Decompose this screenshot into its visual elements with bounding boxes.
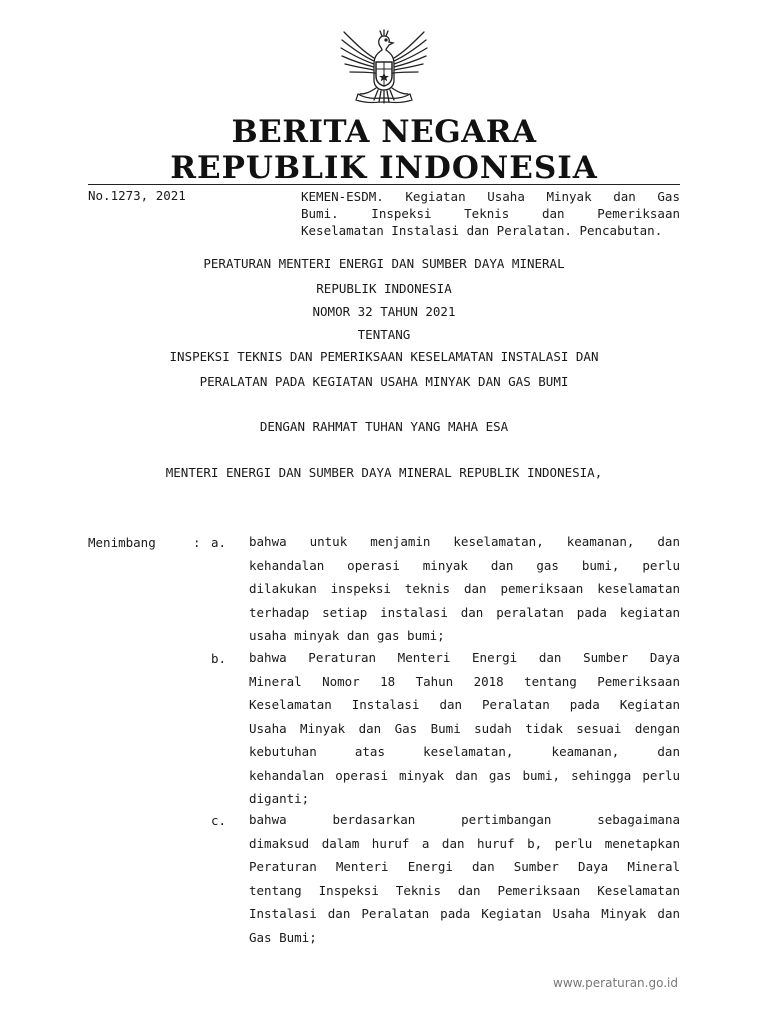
item-line: Instalasi dan Peralatan pada Kegiatan Usaha Minyak dan (249, 906, 680, 921)
regulation-subject-line: PERALATAN PADA KEGIATAN USAHA MINYAK DAN GAS BUMI (199, 374, 569, 389)
item-line: kehandalan operasi minyak dan gas bumi, perlu (249, 557, 680, 573)
item-line: Mineral Nomor 18 Tahun 2018 tentang Pemeriksaan (249, 673, 680, 689)
item-line: tentang Inspeksi Teknis dan Pemeriksaan Keselamatan (249, 882, 680, 898)
item-line: usaha minyak dan gas bumi; (249, 628, 445, 643)
item-line: bahwa untuk menjamin keselamatan, keamanan, dan (249, 534, 680, 549)
minister-line: MENTERI ENERGI DAN SUMBER DAYA MINERAL REPUBLIK INDONESIA, (165, 465, 603, 480)
considering-colon: : (193, 535, 201, 550)
regulation-number: NOMOR 32 TAHUN 2021 (312, 304, 456, 319)
item-line: bahwa Peraturan Menteri Energi dan Sumber Daya (249, 650, 680, 665)
regulation-about: TENTANG (357, 327, 411, 342)
item-line: dilakukan inspeksi teknis dan pemeriksaan keselamatan (249, 581, 680, 596)
item-line: Usaha Minyak dan Gas Bumi sudah tidak sesuai dengan (249, 720, 680, 736)
considering-item-c (249, 808, 680, 949)
regulation-subject-line: INSPEKSI TEKNIS DAN PEMERIKSAAN KESELAMATAN INSTALASI DAN (169, 349, 599, 364)
masthead-subtitle: REPUBLIK INDONESIA (170, 150, 598, 186)
considering-item-a (249, 530, 680, 648)
item-line: kebutuhan atas keselamatan, keamanan, dan (249, 744, 680, 759)
footer-url: www.peraturan.go.id (553, 976, 678, 990)
subject-line: KEMEN-ESDM. Kegiatan Usaha Minyak dan Gas (301, 189, 680, 204)
item-line: bahwa berdasarkan pertimbangan sebagaimana (249, 812, 680, 827)
item-line: kehandalan operasi minyak dan gas bumi, sehingga perlu (249, 767, 680, 783)
gazette-subject (301, 188, 680, 239)
gazette-number: No.1273, 2021 (88, 188, 186, 203)
considering-item-b (249, 646, 680, 811)
garuda-pancasila-emblem-icon (338, 28, 430, 106)
item-line: Peraturan Menteri Energi dan Sumber Daya Mineral (249, 859, 680, 874)
regulation-title-line: REPUBLIK INDONESIA (316, 281, 452, 296)
subject-line: Keselamatan Instalasi dan Peralatan. Pencabutan. (301, 223, 663, 238)
header-divider (88, 184, 680, 185)
item-line: dimaksud dalam huruf a dan huruf b, perlu menetapkan (249, 835, 680, 851)
item-line: Gas Bumi; (249, 929, 317, 945)
item-line: diganti; (249, 791, 310, 806)
item-line: terhadap setiap instalasi dan peralatan pada kegiatan (249, 604, 680, 620)
item-marker: a. (211, 535, 227, 550)
masthead-title: BERITA NEGARA (231, 114, 537, 150)
invocation: DENGAN RAHMAT TUHAN YANG MAHA ESA (259, 419, 509, 434)
item-marker: c. (211, 813, 227, 828)
regulation-title-line: PERATURAN MENTERI ENERGI DAN SUMBER DAYA MINERAL (203, 256, 565, 271)
item-line: Keselamatan Instalasi dan Peralatan pada Kegiatan (249, 697, 680, 712)
subject-line: Bumi. Inspeksi Teknis dan Pemeriksaan (301, 206, 680, 221)
item-marker: b. (211, 651, 227, 666)
considering-label: Menimbang (88, 535, 156, 550)
